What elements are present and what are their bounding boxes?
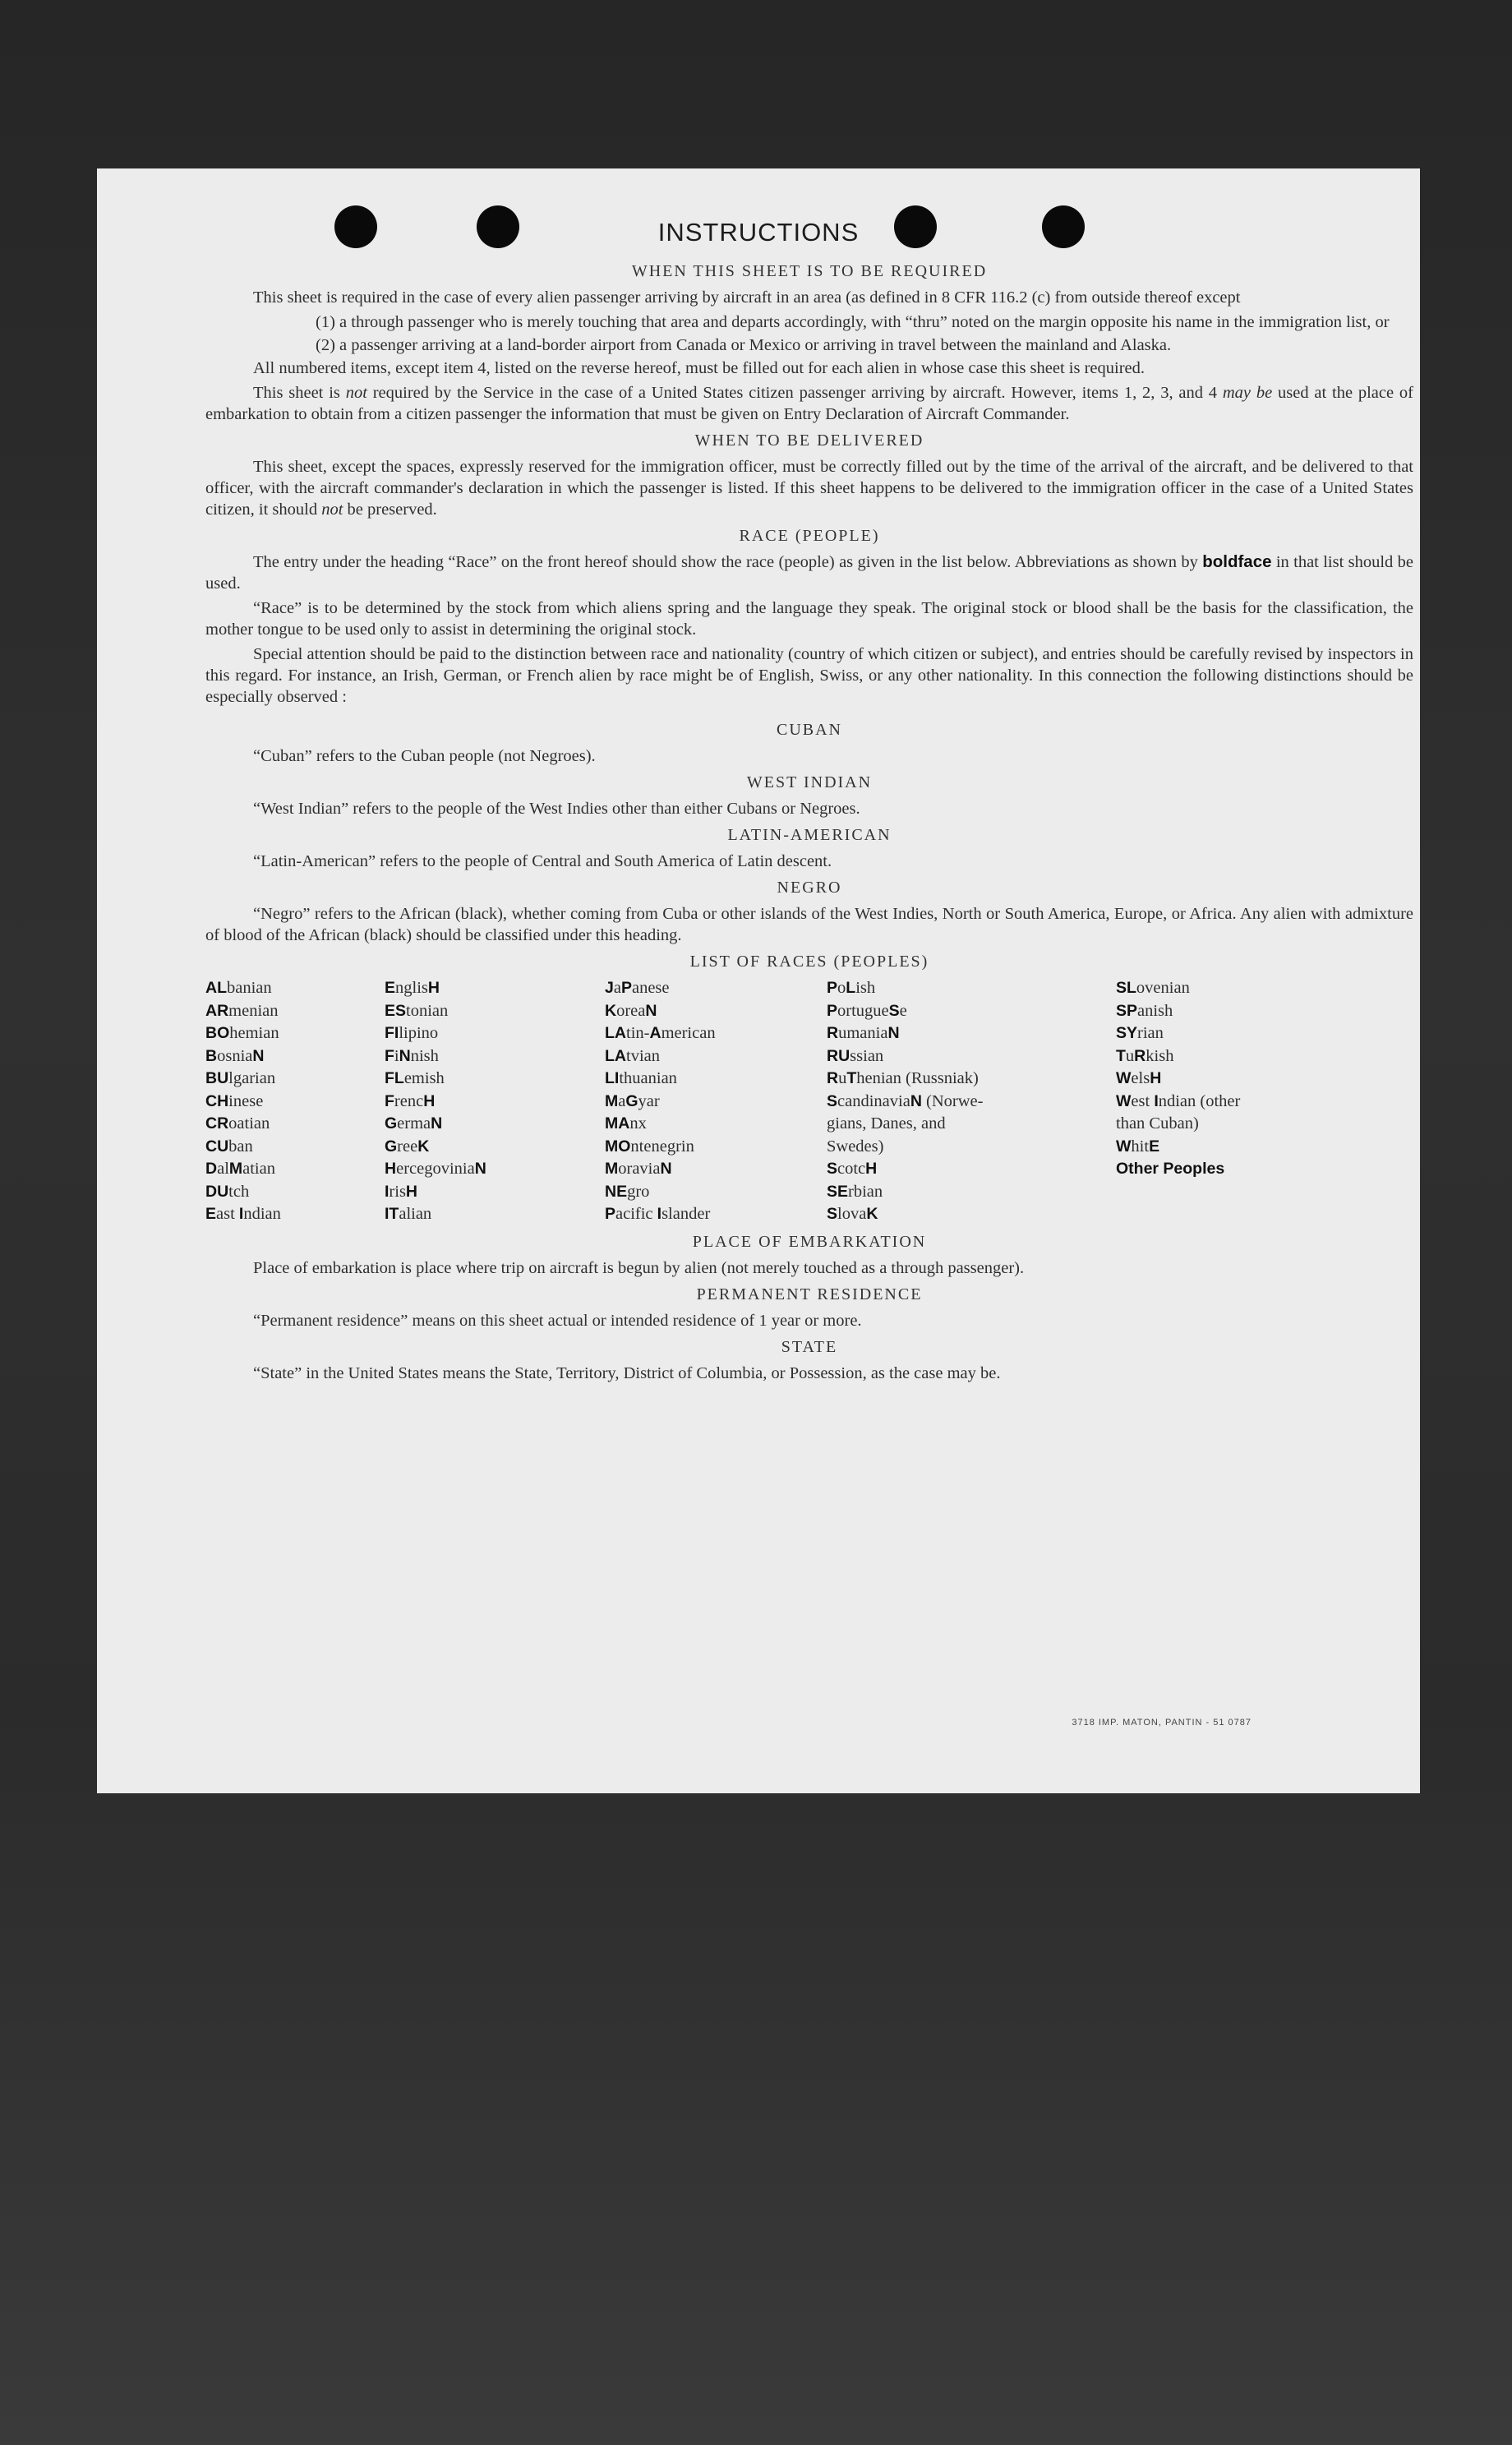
race-abbrev: DU xyxy=(205,1182,229,1201)
race-abbrev: R xyxy=(1134,1046,1146,1065)
race-entry xyxy=(827,1045,1116,1068)
race-entry xyxy=(205,1045,385,1068)
race-abbrev: M xyxy=(228,1160,243,1178)
race-text: est xyxy=(1131,1091,1155,1110)
paragraph: Place of embarkation is place where trip on aircraft is begun by alien (not merely touched as a through passenger). xyxy=(253,1258,1025,1277)
race-text: candinavia xyxy=(837,1091,910,1110)
race-abbrev: AR xyxy=(205,1001,229,1020)
race-abbrev: H xyxy=(427,979,440,997)
race-text: orea xyxy=(616,1001,646,1020)
race-abbrev: MA xyxy=(605,1114,630,1133)
race-abbrev: K xyxy=(605,1001,617,1020)
instructions-text xyxy=(205,256,1413,1387)
race-text: gro xyxy=(627,1182,650,1201)
paragraph: “Cuban” refers to the Cuban people (not Negroes). xyxy=(253,747,596,765)
race-abbrev: LA xyxy=(605,1046,626,1065)
section-heading-races-list: LIST OF RACES (PEOPLES) xyxy=(689,953,929,971)
race-text: i xyxy=(394,1046,399,1065)
race-entry xyxy=(605,1000,827,1023)
race-text: o xyxy=(837,979,846,997)
races-list xyxy=(205,977,1413,1226)
race-abbrev: H xyxy=(865,1160,878,1178)
race-abbrev: H xyxy=(405,1182,418,1201)
race-text: lgarian xyxy=(228,1069,276,1087)
race-text: e xyxy=(899,1001,907,1020)
race-entry xyxy=(205,1203,385,1226)
race-entry xyxy=(385,1113,605,1136)
race-text: ish xyxy=(855,979,876,997)
race-text: anese xyxy=(631,979,670,997)
race-abbrev: H xyxy=(423,1091,436,1110)
race-entry xyxy=(385,1045,605,1068)
race-abbrev: I xyxy=(238,1205,244,1223)
race-abbrev: P xyxy=(605,1205,616,1223)
race-entry xyxy=(1116,1022,1362,1045)
race-abbrev: IT xyxy=(385,1205,399,1223)
race-text: kish xyxy=(1146,1046,1174,1065)
race-entry xyxy=(385,1203,605,1226)
race-entry xyxy=(605,1091,827,1114)
race-abbrev: P xyxy=(827,979,838,997)
race-text: umania xyxy=(838,1024,888,1042)
race-text: ntenegrin xyxy=(630,1137,694,1156)
race-text: u xyxy=(838,1069,847,1087)
race-text: a xyxy=(618,1091,626,1110)
paragraph: “West Indian” refers to the people of the West Indies other than either Cubans or Negroes. xyxy=(253,800,860,818)
race-abbrev: SY xyxy=(1116,1024,1138,1042)
race-text: tch xyxy=(228,1182,250,1201)
races-column xyxy=(827,977,1116,1226)
paragraph: This sheet is not required by the Service in the case of a United States citizen passenger arriving by aircraft. However, items 1, 2, 3, and 4 may be used at the place of embarkation to obtain from a citizen passenger the information that must be given on Entry Declaration of Aircraft Commander. xyxy=(205,384,1413,423)
race-abbrev: P xyxy=(827,1001,838,1020)
race-entry xyxy=(385,1022,605,1045)
race-abbrev: CH xyxy=(205,1091,229,1110)
race-text: yar xyxy=(638,1091,660,1110)
paragraph: “State” in the United States means the State, Territory, District of Columbia, or Possession, as the case may be. xyxy=(253,1363,1001,1382)
section-heading-latin-american: LATIN-AMERICAN xyxy=(727,826,892,844)
race-entry xyxy=(205,1158,385,1181)
section-heading-race: RACE (PEOPLE) xyxy=(739,527,880,545)
race-entry xyxy=(827,1091,1116,1159)
race-text: ast xyxy=(216,1205,239,1223)
race-abbrev: N xyxy=(252,1046,265,1065)
race-text: ndian (other than Cuban) xyxy=(1116,1091,1241,1133)
race-abbrev: H xyxy=(385,1160,397,1178)
paragraph: This sheet, except the spaces, expressly reserved for the immigration officer, must be correctly filled out by the time of the arrival of the aircraft, and be delivered to that officer, with the aircraft commander's declaration in which the passenger is listed. If this sheet happens to be delivered to the immigration officer in the case of a United States citizen, it should not be preserved. xyxy=(205,458,1413,519)
race-abbrev: CR xyxy=(205,1114,229,1133)
race-abbrev: M xyxy=(605,1160,619,1178)
section-heading-embarkation: PLACE OF EMBARKATION xyxy=(692,1232,927,1251)
instruction-sheet xyxy=(97,168,1420,1793)
races-column xyxy=(605,977,827,1226)
races-column xyxy=(1116,977,1362,1226)
race-text: atian xyxy=(242,1160,275,1178)
race-abbrev: I xyxy=(1154,1091,1159,1110)
race-abbrev: S xyxy=(827,1205,838,1223)
race-entry xyxy=(605,1181,827,1204)
race-text: lova xyxy=(837,1205,867,1223)
race-abbrev: NE xyxy=(605,1182,628,1201)
race-entry xyxy=(385,1000,605,1023)
race-abbrev: G xyxy=(385,1137,398,1156)
race-entry xyxy=(385,977,605,1000)
race-entry xyxy=(1116,1045,1362,1068)
race-abbrev: S xyxy=(827,1160,838,1178)
race-entry xyxy=(605,1158,827,1181)
race-abbrev: G xyxy=(625,1091,638,1110)
race-text: banian xyxy=(227,979,272,997)
race-abbrev: SE xyxy=(827,1182,849,1201)
paragraph: “Negro” refers to the African (black), whether coming from Cuba or other islands of the West Indies, North or South America, Europe, or Africa. Any alien with admixture of blood of the African (black) should be classified under this heading. xyxy=(205,905,1413,944)
race-abbrev: N xyxy=(887,1024,900,1042)
race-text: ndian xyxy=(243,1205,281,1223)
race-text: merican xyxy=(661,1024,716,1042)
race-abbrev: R xyxy=(827,1024,839,1042)
section-heading-when-required: WHEN THIS SHEET IS TO BE REQUIRED xyxy=(631,262,988,280)
race-entry xyxy=(205,1000,385,1023)
race-abbrev: M xyxy=(605,1091,619,1110)
race-entry xyxy=(605,1022,827,1045)
race-abbrev: N xyxy=(645,1001,657,1020)
race-abbrev: R xyxy=(827,1069,839,1087)
race-entry xyxy=(605,1045,827,1068)
race-abbrev: W xyxy=(1116,1091,1132,1110)
race-text: ovenian xyxy=(1136,979,1190,997)
paragraph: “Permanent residence” means on this sheet actual or intended residence of 1 year or more. xyxy=(253,1311,862,1330)
race-text: els xyxy=(1131,1069,1150,1087)
race-entry xyxy=(605,1113,827,1136)
race-text: thuanian xyxy=(619,1069,677,1087)
exception-item-2: (2) a passenger arriving at a land-border airport from Canada or Mexico or arriving in travel between the mainland and Alaska. xyxy=(316,336,1172,354)
race-abbrev: ES xyxy=(385,1001,407,1020)
race-text: acific xyxy=(615,1205,657,1223)
race-abbrev: N xyxy=(431,1114,443,1133)
race-text: lipino xyxy=(399,1024,439,1042)
race-abbrev: J xyxy=(605,979,614,997)
section-heading-cuban: CUBAN xyxy=(776,721,842,739)
race-abbrev: K xyxy=(866,1205,878,1223)
race-entry xyxy=(605,1136,827,1159)
race-abbrev: K xyxy=(417,1137,430,1156)
race-entry xyxy=(827,977,1116,1000)
race-abbrev: N xyxy=(399,1046,411,1065)
section-heading-negro: NEGRO xyxy=(777,879,842,897)
race-abbrev: SL xyxy=(1116,979,1136,997)
race-text: osnia xyxy=(217,1046,253,1065)
race-entry xyxy=(1116,1136,1362,1159)
race-text: a xyxy=(613,979,621,997)
races-column xyxy=(385,977,605,1226)
race-entry xyxy=(605,1203,827,1226)
race-abbrev: MO xyxy=(605,1137,631,1156)
race-text: ercegovinia xyxy=(396,1160,475,1178)
race-abbrev: F xyxy=(385,1046,394,1065)
race-entry xyxy=(385,1136,605,1159)
race-text: ban xyxy=(228,1137,253,1156)
race-text: u xyxy=(1125,1046,1135,1065)
exception-item-1: (1) a through passenger who is merely touching that area and departs accordingly, with “thru” noted on the margin opposite his name in the immigration list, or xyxy=(316,313,1390,331)
race-text: emish xyxy=(403,1069,445,1087)
race-text: hemian xyxy=(229,1024,279,1042)
race-text: cotc xyxy=(837,1160,866,1178)
race-entry xyxy=(827,1068,1116,1091)
race-abbrev: FI xyxy=(385,1024,399,1042)
race-entry xyxy=(205,1091,385,1114)
section-heading-west-indian: WEST INDIAN xyxy=(746,773,873,791)
race-text: ree xyxy=(397,1137,418,1156)
race-text: alian xyxy=(399,1205,432,1223)
race-entry xyxy=(827,1203,1116,1226)
paragraph: All numbered items, except item 4, listed on the reverse hereof, must be filled out for each alien in whose case this sheet is required. xyxy=(253,359,1146,377)
race-abbrev: RU xyxy=(827,1046,850,1065)
race-abbrev: P xyxy=(620,979,632,997)
race-text: rbian xyxy=(848,1182,883,1201)
paragraph: Special attention should be paid to the distinction between race and nationality (country of which citizen or subject), and entries should be carefully revised by inspectors in this regard. For instance, an Irish, German, or French alien by race might be of English, Swiss, or any other nationality. In this connection the following distinctions should be especially observed : xyxy=(205,645,1413,706)
paragraph: “Latin-American” refers to the people of Central and South America of Latin descent. xyxy=(253,852,832,870)
race-text: erma xyxy=(397,1114,431,1133)
paragraph: This sheet is required in the case of every alien passenger arriving by aircraft in an area (as defined in 8 CFR 116.2 (c) from outside thereof except xyxy=(253,288,1241,307)
races-column xyxy=(205,977,385,1226)
race-entry xyxy=(205,1113,385,1136)
race-text: hit xyxy=(1131,1137,1150,1156)
race-text: ris xyxy=(389,1182,406,1201)
race-abbrev: E xyxy=(205,1205,217,1223)
race-abbrev: I xyxy=(657,1205,662,1223)
race-text: oravia xyxy=(618,1160,661,1178)
race-abbrev: LI xyxy=(605,1069,620,1087)
race-abbrev: E xyxy=(385,979,396,997)
race-text: slander xyxy=(662,1205,711,1223)
race-abbrev: S xyxy=(827,1091,838,1110)
race-abbrev: D xyxy=(205,1160,218,1178)
race-entry xyxy=(1116,977,1362,1000)
race-abbrev: W xyxy=(1116,1069,1132,1087)
race-entry xyxy=(827,1000,1116,1023)
race-text: nish xyxy=(410,1046,439,1065)
race-entry xyxy=(1116,1000,1362,1023)
race-abbrev: G xyxy=(385,1114,398,1133)
race-text: ortugue xyxy=(837,1001,889,1020)
section-heading-state: STATE xyxy=(781,1337,838,1356)
section-heading-when-delivered: WHEN TO BE DELIVERED xyxy=(694,431,924,450)
paragraph: The entry under the heading “Race” on the front hereof should show the race (people) as given in the list below. Abbreviations as shown by boldface in that list should be used. xyxy=(205,552,1413,593)
race-abbrev: LA xyxy=(605,1024,626,1042)
race-text: inese xyxy=(228,1091,264,1110)
race-abbrev: CU xyxy=(205,1137,229,1156)
race-abbrev: E xyxy=(1149,1137,1160,1156)
race-text: nx xyxy=(629,1114,647,1133)
race-abbrev: SP xyxy=(1116,1001,1138,1020)
race-entry xyxy=(385,1181,605,1204)
race-text: tonian xyxy=(406,1001,449,1020)
race-abbrev: N xyxy=(474,1160,486,1178)
race-entry xyxy=(605,1068,827,1091)
race-text: ssian xyxy=(850,1046,884,1065)
race-abbrev: I xyxy=(385,1182,390,1201)
race-entry xyxy=(385,1068,605,1091)
race-entry xyxy=(605,977,827,1000)
race-entry xyxy=(205,1136,385,1159)
section-heading-permanent-residence: PERMANENT RESIDENCE xyxy=(696,1285,923,1303)
race-entry xyxy=(205,977,385,1000)
race-abbrev: N xyxy=(660,1160,672,1178)
race-entry xyxy=(385,1158,605,1181)
race-entry xyxy=(385,1091,605,1114)
race-abbrev: A xyxy=(649,1024,662,1042)
race-abbrev: BU xyxy=(205,1069,229,1087)
race-abbrev: S xyxy=(888,1001,900,1020)
race-entry xyxy=(1116,1158,1362,1181)
race-text: oatian xyxy=(228,1114,270,1133)
race-abbrev: L xyxy=(846,979,856,997)
printer-mark: 3718 IMP. MATON, PANTIN - 51 0787 xyxy=(1072,1718,1252,1728)
race-abbrev: T xyxy=(846,1069,857,1087)
race-abbrev: F xyxy=(385,1091,394,1110)
race-text: anish xyxy=(1137,1001,1173,1020)
race-abbrev: AL xyxy=(205,979,227,997)
race-entry xyxy=(205,1068,385,1091)
race-text: nglis xyxy=(395,979,428,997)
race-text: tin- xyxy=(626,1024,650,1042)
race-entry xyxy=(1116,1068,1362,1091)
race-abbrev: BO xyxy=(205,1024,230,1042)
race-abbrev: B xyxy=(205,1046,218,1065)
race-text: henian (Russniak) xyxy=(856,1069,979,1087)
race-entry xyxy=(205,1022,385,1045)
race-text: menian xyxy=(228,1001,279,1020)
page-title: INSTRUCTIONS xyxy=(657,218,860,247)
race-entry xyxy=(827,1181,1116,1204)
race-abbrev: T xyxy=(1116,1046,1126,1065)
race-text: (Norwe- gians, Danes, and Swedes) xyxy=(827,1091,984,1156)
race-entry xyxy=(1116,1091,1362,1136)
race-abbrev: FL xyxy=(385,1069,404,1087)
race-text: rian xyxy=(1137,1024,1164,1042)
race-entry xyxy=(205,1181,385,1204)
race-abbrev: N xyxy=(910,1091,922,1110)
race-text: renc xyxy=(394,1091,424,1110)
race-abbrev: H xyxy=(1150,1069,1162,1087)
race-entry xyxy=(827,1022,1116,1045)
race-abbrev: Other Peoples xyxy=(1116,1160,1225,1178)
race-text: al xyxy=(217,1160,229,1178)
race-entry xyxy=(827,1158,1116,1181)
race-text: tvian xyxy=(626,1046,660,1065)
paragraph: “Race” is to be determined by the stock from which aliens spring and the language they speak. The original stock or blood shall be the basis for the classification, the mother tongue to be used only to assist in determining the original stock. xyxy=(205,599,1413,639)
race-abbrev: W xyxy=(1116,1137,1132,1156)
